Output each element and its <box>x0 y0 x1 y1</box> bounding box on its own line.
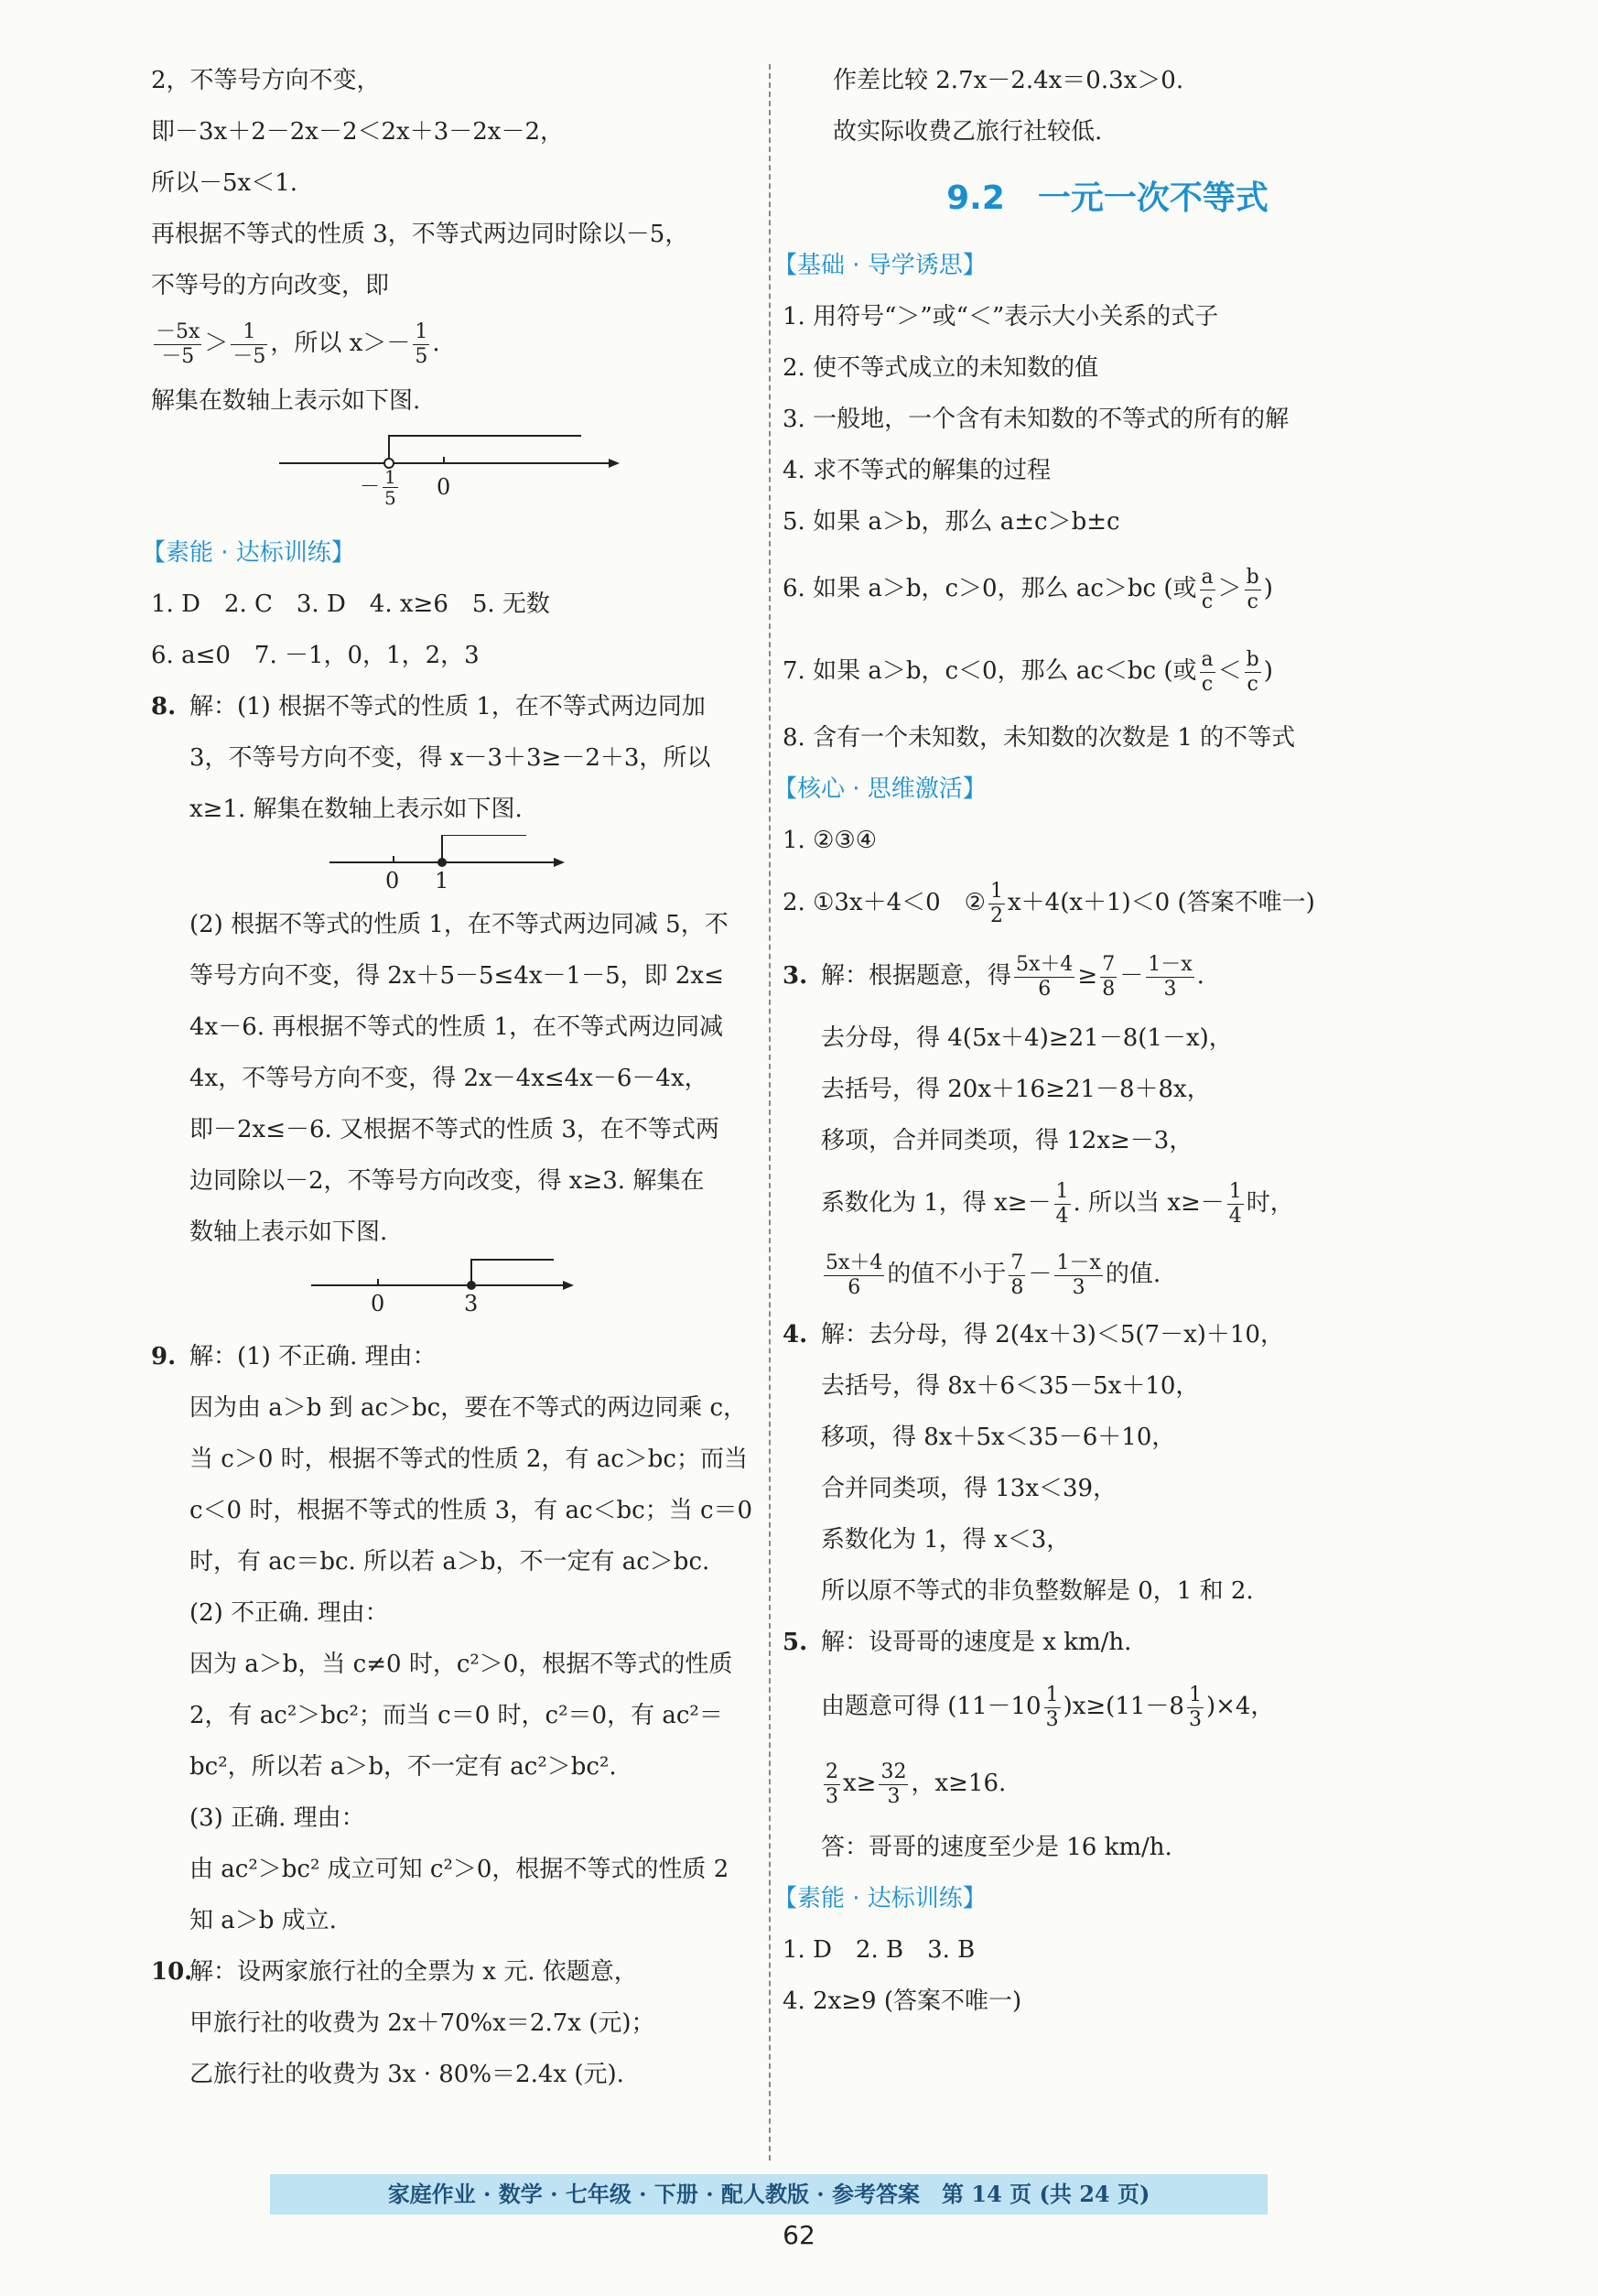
section-header: 【基础 · 导学诱思】 <box>773 252 987 279</box>
answer-line: bc²，所以若 a＞b，不一定有 ac²＞bc². <box>189 1753 617 1781</box>
answer-line: 故实际收费乙旅行社较低. <box>833 118 1103 146</box>
answer-line: 所以原不等式的非负整数解是 0，1 和 2. <box>821 1577 1254 1605</box>
answer-line: 3. 解：根据题意，得 $\frac{5x+4}{6}$ ≥ $\frac{7}{8}$ － $\frac{1-x}{3}$ . <box>783 952 1204 1001</box>
text-line: 不等号的方向改变，即 <box>151 272 390 299</box>
number-line-1 <box>151 427 755 527</box>
fraction: $\frac{1}{-5}$ <box>232 319 266 368</box>
answer-line: 当 c＞0 时，根据不等式的性质 2，有 ac＞bc；而当 <box>189 1446 748 1473</box>
answer-line: 由题意可得 (11－10 $\frac{1}{3}$ )x≥(11－8 $\frac{1}{3}$ )×4， <box>821 1683 1275 1731</box>
tick-label: 0 <box>371 1291 385 1316</box>
answer-line: 9. 解：(1) 不正确. 理由： <box>151 1343 437 1370</box>
answer-line: 1. D 2. B 3. B <box>783 1936 976 1964</box>
tick-label: 3 <box>464 1291 479 1316</box>
text-line: 解集在数轴上表示如下图. <box>151 387 421 415</box>
number-line-2 <box>151 835 755 899</box>
right-column <box>773 55 1432 2027</box>
answer-line: 3. 一般地，一个含有未知数的不等式的所有的解 <box>783 406 1290 433</box>
answer-line: 2，有 ac²＞bc²；而当 c＝0 时，c²＝0，有 ac²＝ <box>189 1702 723 1729</box>
answer-line: 10.解：设两家旅行社的全票为 x 元. 依题意， <box>151 1958 638 1986</box>
answer-line: (2) 不正确. 理由： <box>189 1599 389 1627</box>
answer-line: 因为由 a＞b 到 ac＞bc，要在不等式的两边同乘 c， <box>189 1394 748 1422</box>
answer-line: 去括号，得 20x＋16≥21－8＋8x， <box>821 1076 1211 1103</box>
text-line: 2，不等号方向不变， <box>151 67 381 94</box>
answer-line: (2) 根据不等式的性质 1，在不等式两边同减 5，不 <box>189 911 729 938</box>
answer-line: 6. 如果 a＞b，c＞0，那么 ac＞bc (或 $\frac{a}{c}$ ＞ $\frac{b}{c}$ ) <box>783 565 1273 613</box>
tick-label: 0 <box>437 474 451 500</box>
page-number: 62 <box>783 2220 815 2250</box>
answer-line: 1. D 2. C 3. D 4. x≥6 5. 无数 <box>151 590 550 618</box>
answer-line: 4. 解：去分母，得 2(4x＋3)＜5(7－x)＋10， <box>783 1321 1284 1348</box>
answer-line: 合并同类项，得 13x＜39， <box>821 1475 1118 1502</box>
answer-line: 移项，得 8x＋5x＜35－6＋10， <box>821 1424 1176 1451</box>
answer-line: 2. ①3x＋4＜0 ② $\frac{1}{2}$ x＋4(x＋1)＜0 (答案不唯一) <box>783 879 1315 927</box>
answer-line: 6. a≤0 7. －1，0，1，2，3 <box>151 642 480 669</box>
answer-line: c＜0 时，根据不等式的性质 3，有 ac＜bc；当 c＝0 <box>189 1497 753 1524</box>
answer-line: 答：哥哥的速度至少是 16 km/h. <box>821 1834 1172 1861</box>
answer-line: 系数化为 1，得 x＜3， <box>821 1526 1071 1554</box>
answer-line: 4. 求不等式的解集的过程 <box>783 457 1052 484</box>
answer-line: 即－2x≤－6. 又根据不等式的性质 3，在不等式两 <box>189 1116 719 1143</box>
answer-line: 3，不等号方向不变，得 x－3＋3≥－2＋3，所以 <box>189 744 711 772</box>
answer-line: 数轴上表示如下图. <box>189 1218 388 1246</box>
answer-line: 因为 a＞b，当 c≠0 时，c²＞0，根据不等式的性质 <box>189 1651 733 1678</box>
answer-line: 时，有 ac＝bc. 所以若 a＞b，不一定有 ac＞bc. <box>189 1548 710 1576</box>
answer-line: 甲旅行社的收费为 2x＋70%x＝2.7x (元)； <box>189 2009 655 2037</box>
answer-line: 作差比较 2.7x－2.4x＝0.3x＞0. <box>833 67 1184 94</box>
text-line: 再根据不等式的性质 3，不等式两边同时除以－5， <box>151 221 689 248</box>
answer-line: 由 ac²＞bc² 成立可知 c²＞0，根据不等式的性质 2 <box>189 1856 729 1883</box>
answer-line: 4. 2x≥9 (答案不唯一) <box>783 1987 1022 2015</box>
answer-line: $\frac{5x+4}{6}$ 的值不小于 $\frac{7}{8}$ － $\frac{1-x}{3}$ 的值. <box>826 1251 1161 1299</box>
answer-line: 1. 用符号“＞”或“＜”表示大小关系的式子 <box>783 303 1219 330</box>
section-header: 【核心 · 思维激活】 <box>773 775 987 803</box>
fraction: $\frac{1}{5}$ <box>415 319 428 368</box>
tick-label: 0 <box>385 868 400 893</box>
answer-line: 7. 如果 a＞b，c＜0，那么 ac＜bc (或 $\frac{a}{c}$ ＜ $\frac{b}{c}$ ) <box>783 647 1273 696</box>
answer-line: 边同除以－2，不等号方向改变，得 x≥3. 解集在 <box>189 1167 705 1195</box>
column-divider <box>769 64 771 2161</box>
left-column <box>142 55 755 2100</box>
answer-line: 5. 解：设哥哥的速度是 x km/h. <box>783 1629 1132 1656</box>
answer-line: 等号方向不变，得 2x＋5－5≤4x－1－5，即 2x≤ <box>189 962 724 990</box>
answer-line: 8. 解：(1) 根据不等式的性质 1，在不等式两边同加 <box>151 693 706 720</box>
answer-line: 2. 使不等式成立的未知数的值 <box>783 354 1099 382</box>
section-header: 【素能 · 达标训练】 <box>142 539 355 567</box>
answer-line: (3) 正确. 理由： <box>189 1804 365 1832</box>
math-line: $\frac{-5x}{-5}$ ＞ $\frac{1}{-5}$ ，所以 x＞－ $\frac{1}{5}$ . <box>156 319 440 368</box>
section-header: 【素能 · 达标训练】 <box>773 1885 987 1912</box>
answer-line: 4x，不等号方向不变，得 2x－4x≤4x－6－4x， <box>189 1065 708 1092</box>
answer-line: 知 a＞b 成立. <box>189 1907 337 1934</box>
answer-line: 乙旅行社的收费为 3x · 80%＝2.4x (元). <box>189 2061 624 2088</box>
section-title: 9.2 一元一次不等式 <box>946 179 1269 217</box>
answer-line: 移项，合并同类项，得 12x≥－3， <box>821 1127 1193 1154</box>
number-line-3 <box>151 1258 755 1331</box>
fraction: $\frac{-5x}{-5}$ <box>156 319 200 368</box>
answer-line: x≥1. 解集在数轴上表示如下图. <box>189 796 523 823</box>
answer-line: 去括号，得 8x＋6＜35－5x＋10， <box>821 1372 1200 1400</box>
text-line: 所以－5x＜1. <box>151 169 298 197</box>
answer-line: 去分母，得 4(5x＋4)≥21－8(1－x)， <box>821 1024 1233 1052</box>
tick-label: 1 <box>435 868 449 893</box>
answer-line: 系数化为 1，得 x≥－ $\frac{1}{4}$ . 所以当 x≥－ $\frac{1}{4}$ 时， <box>821 1179 1294 1228</box>
answer-line: 1. ②③④ <box>783 827 877 854</box>
tick-label: － $\frac{1}{5}$ <box>360 466 396 509</box>
answer-line: $\frac{2}{3}$ x≥ $\frac{32}{3}$ ，x≥16. <box>826 1760 1007 1808</box>
page-footer: 家庭作业 · 数学 · 七年级 · 下册 · 配人教版 · 参考答案 第 14 页 (共 24 页) <box>270 2174 1268 2215</box>
text-line: 即－3x＋2－2x－2＜2x＋3－2x－2， <box>151 118 564 146</box>
answer-line: 8. 含有一个未知数，未知数的次数是 1 的不等式 <box>783 724 1296 752</box>
answer-line: 4x－6. 再根据不等式的性质 1，在不等式两边同减 <box>189 1013 724 1041</box>
answer-line: 5. 如果 a＞b，那么 a±c＞b±c <box>783 508 1120 536</box>
